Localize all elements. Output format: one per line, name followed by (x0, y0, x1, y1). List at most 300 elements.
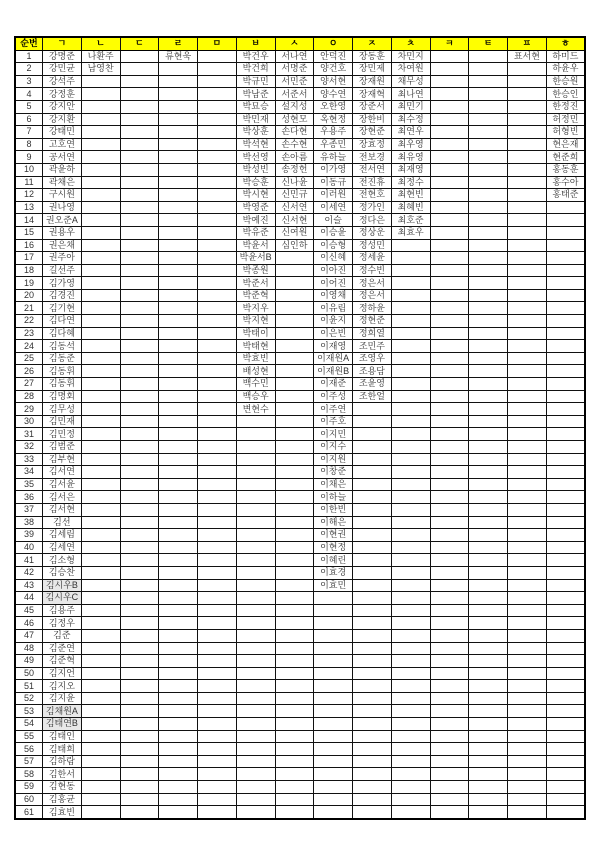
row-number-cell: 7 (15, 126, 43, 139)
name-cell: 정현준 (353, 315, 392, 328)
table-row (15, 453, 585, 466)
empty-cell (391, 718, 430, 731)
empty-cell (159, 315, 198, 328)
table-row (15, 503, 585, 516)
name-cell: 김한서 (43, 768, 82, 781)
empty-cell (120, 705, 159, 718)
empty-cell (391, 781, 430, 794)
empty-cell (159, 554, 198, 567)
empty-cell (198, 113, 237, 126)
empty-cell (508, 642, 547, 655)
name-cell: 김범준 (43, 441, 82, 454)
empty-cell (391, 806, 430, 819)
name-cell: 이승형 (314, 239, 353, 252)
empty-cell (159, 692, 198, 705)
empty-cell (430, 365, 469, 378)
empty-cell (469, 768, 508, 781)
name-cell: 송정헌 (275, 163, 314, 176)
empty-cell (546, 453, 585, 466)
empty-cell (469, 554, 508, 567)
empty-cell (159, 441, 198, 454)
empty-cell (430, 541, 469, 554)
row-number-cell: 31 (15, 428, 43, 441)
empty-cell (275, 453, 314, 466)
empty-cell (236, 529, 275, 542)
name-cell: 이현권 (314, 529, 353, 542)
column-header-ㅌ: ㅌ (469, 37, 508, 50)
empty-cell (159, 163, 198, 176)
empty-cell (81, 604, 120, 617)
empty-cell (236, 617, 275, 630)
table-row (15, 264, 585, 277)
empty-cell (469, 390, 508, 403)
table-row (15, 88, 585, 101)
empty-cell (469, 88, 508, 101)
empty-cell (120, 75, 159, 88)
empty-cell (508, 692, 547, 705)
empty-cell (469, 692, 508, 705)
name-cell: 이영채 (314, 289, 353, 302)
name-cell: 손아름 (275, 151, 314, 164)
empty-cell (120, 604, 159, 617)
empty-cell (353, 529, 392, 542)
empty-cell (198, 163, 237, 176)
row-number-cell: 60 (15, 793, 43, 806)
name-cell: 이지민 (314, 428, 353, 441)
header-row (15, 37, 585, 50)
empty-cell (120, 264, 159, 277)
empty-cell (508, 126, 547, 139)
name-cell: 김하람 (43, 755, 82, 768)
table-row (15, 743, 585, 756)
name-cell: 박윤서B (236, 252, 275, 265)
empty-cell (469, 138, 508, 151)
name-cell: 허형빈 (546, 126, 585, 139)
column-header-ㅋ: ㅋ (430, 37, 469, 50)
name-cell: 우용주 (314, 126, 353, 139)
name-cell: 손다현 (275, 126, 314, 139)
name-cell: 손수현 (275, 138, 314, 151)
empty-cell (508, 768, 547, 781)
table-row (15, 176, 585, 189)
empty-cell (469, 100, 508, 113)
empty-cell (198, 226, 237, 239)
empty-cell (508, 680, 547, 693)
name-cell: 이효민 (314, 579, 353, 592)
name-cell: 최민기 (391, 100, 430, 113)
empty-cell (353, 466, 392, 479)
empty-cell (430, 655, 469, 668)
empty-cell (469, 365, 508, 378)
empty-cell (430, 642, 469, 655)
empty-cell (469, 327, 508, 340)
name-cell: 최정수 (391, 176, 430, 189)
empty-cell (198, 655, 237, 668)
empty-cell (469, 680, 508, 693)
empty-cell (469, 806, 508, 819)
name-cell: 차민지 (391, 50, 430, 63)
table-row (15, 63, 585, 76)
name-cell: 장효정 (353, 138, 392, 151)
empty-cell (430, 705, 469, 718)
name-cell: 권주아 (43, 252, 82, 265)
row-number-cell: 28 (15, 390, 43, 403)
empty-cell (159, 718, 198, 731)
name-cell: 박지현 (236, 315, 275, 328)
empty-cell (120, 315, 159, 328)
empty-cell (159, 100, 198, 113)
empty-cell (353, 516, 392, 529)
empty-cell (430, 113, 469, 126)
name-cell: 김서윤 (43, 478, 82, 491)
empty-cell (508, 100, 547, 113)
table-row (15, 516, 585, 529)
empty-cell (546, 768, 585, 781)
empty-cell (198, 667, 237, 680)
empty-cell (198, 352, 237, 365)
empty-cell (430, 491, 469, 504)
name-cell: 김지언 (43, 667, 82, 680)
name-cell: 이해은 (314, 516, 353, 529)
empty-cell (469, 755, 508, 768)
name-cell: 권용우 (43, 226, 82, 239)
empty-cell (469, 453, 508, 466)
empty-cell (469, 415, 508, 428)
name-cell: 설지성 (275, 100, 314, 113)
empty-cell (508, 491, 547, 504)
empty-cell (391, 415, 430, 428)
empty-cell (469, 617, 508, 630)
empty-cell (508, 566, 547, 579)
empty-cell (120, 378, 159, 391)
table-row (15, 617, 585, 630)
empty-cell (430, 680, 469, 693)
empty-cell (469, 176, 508, 189)
name-cell: 권오준A (43, 214, 82, 227)
empty-cell (120, 730, 159, 743)
empty-cell (198, 88, 237, 101)
name-cell: 오한영 (314, 100, 353, 113)
empty-cell (430, 566, 469, 579)
empty-cell (430, 252, 469, 265)
empty-cell (236, 705, 275, 718)
empty-cell (508, 75, 547, 88)
empty-cell (546, 201, 585, 214)
empty-cell (275, 315, 314, 328)
table-row (15, 781, 585, 794)
table-row (15, 277, 585, 290)
empty-cell (275, 441, 314, 454)
empty-cell (546, 793, 585, 806)
empty-cell (314, 793, 353, 806)
column-header-ㅈ: ㅈ (353, 37, 392, 50)
empty-cell (120, 491, 159, 504)
empty-cell (120, 88, 159, 101)
empty-cell (430, 692, 469, 705)
empty-cell (508, 705, 547, 718)
empty-cell (236, 755, 275, 768)
empty-cell (120, 554, 159, 567)
name-cell: 한승인 (546, 88, 585, 101)
name-roster-table (14, 36, 586, 820)
name-cell: 박규민 (236, 75, 275, 88)
empty-cell (159, 491, 198, 504)
empty-cell (469, 63, 508, 76)
empty-cell (469, 516, 508, 529)
name-cell: 신여원 (275, 226, 314, 239)
empty-cell (469, 252, 508, 265)
empty-cell (546, 743, 585, 756)
empty-cell (546, 441, 585, 454)
table-row (15, 692, 585, 705)
empty-cell (430, 75, 469, 88)
empty-cell (159, 201, 198, 214)
column-header-row-number: 순번 (15, 37, 43, 50)
empty-cell (81, 277, 120, 290)
empty-cell (159, 63, 198, 76)
name-cell: 이효경 (314, 566, 353, 579)
empty-cell (469, 667, 508, 680)
empty-cell (546, 617, 585, 630)
empty-cell (430, 50, 469, 63)
empty-cell (81, 302, 120, 315)
empty-cell (81, 554, 120, 567)
empty-cell (508, 365, 547, 378)
empty-cell (81, 126, 120, 139)
empty-cell (430, 579, 469, 592)
empty-cell (159, 189, 198, 202)
name-cell: 이세연 (314, 201, 353, 214)
empty-cell (236, 718, 275, 731)
name-cell: 이가영 (314, 163, 353, 176)
name-cell: 이혜린 (314, 554, 353, 567)
name-cell: 최혜빈 (391, 201, 430, 214)
name-cell: 박태현 (236, 340, 275, 353)
empty-cell (469, 264, 508, 277)
empty-cell (159, 592, 198, 605)
table-row (15, 302, 585, 315)
empty-cell (81, 466, 120, 479)
empty-cell (546, 428, 585, 441)
empty-cell (198, 642, 237, 655)
empty-cell (391, 755, 430, 768)
empty-cell (546, 604, 585, 617)
row-number-cell: 36 (15, 491, 43, 504)
column-header-ㄴ: ㄴ (81, 37, 120, 50)
empty-cell (469, 743, 508, 756)
empty-cell (120, 403, 159, 416)
empty-cell (198, 453, 237, 466)
empty-cell (391, 604, 430, 617)
name-cell: 이승윤 (314, 226, 353, 239)
empty-cell (120, 667, 159, 680)
empty-cell (275, 743, 314, 756)
empty-cell (314, 680, 353, 693)
row-number-cell: 58 (15, 768, 43, 781)
empty-cell (236, 730, 275, 743)
name-cell: 최현빈 (391, 189, 430, 202)
empty-cell (430, 529, 469, 542)
empty-cell (546, 592, 585, 605)
empty-cell (81, 566, 120, 579)
empty-cell (469, 781, 508, 794)
empty-cell (508, 201, 547, 214)
empty-cell (314, 755, 353, 768)
empty-cell (198, 277, 237, 290)
empty-cell (391, 315, 430, 328)
name-cell: 권은채 (43, 239, 82, 252)
empty-cell (430, 718, 469, 731)
empty-cell (391, 541, 430, 554)
name-cell: 김가영 (43, 277, 82, 290)
empty-cell (275, 629, 314, 642)
empty-cell (508, 151, 547, 164)
name-cell: 김지오 (43, 680, 82, 693)
empty-cell (159, 730, 198, 743)
empty-cell (198, 151, 237, 164)
empty-cell (198, 403, 237, 416)
empty-cell (198, 340, 237, 353)
table-row (15, 252, 585, 265)
empty-cell (469, 378, 508, 391)
name-cell: 이현정 (314, 541, 353, 554)
name-cell: 박예진 (236, 214, 275, 227)
empty-cell (159, 352, 198, 365)
empty-cell (159, 302, 198, 315)
empty-cell (546, 516, 585, 529)
row-number-cell: 16 (15, 239, 43, 252)
name-cell: 신서연 (275, 201, 314, 214)
empty-cell (236, 692, 275, 705)
empty-cell (391, 428, 430, 441)
empty-cell (198, 214, 237, 227)
column-header-ㅎ: ㅎ (546, 37, 585, 50)
name-cell: 박준혁 (236, 289, 275, 302)
empty-cell (391, 655, 430, 668)
empty-cell (391, 365, 430, 378)
empty-cell (275, 264, 314, 277)
column-header-ㅂ: ㅂ (236, 37, 275, 50)
empty-cell (353, 541, 392, 554)
name-cell: 이아진 (314, 264, 353, 277)
empty-cell (546, 340, 585, 353)
empty-cell (546, 781, 585, 794)
table-row (15, 201, 585, 214)
empty-cell (275, 718, 314, 731)
empty-cell (81, 642, 120, 655)
table-row (15, 793, 585, 806)
name-cell: 이유림 (314, 302, 353, 315)
empty-cell (469, 655, 508, 668)
empty-cell (546, 365, 585, 378)
name-cell: 박건희 (236, 63, 275, 76)
empty-cell (120, 302, 159, 315)
empty-cell (314, 642, 353, 655)
empty-cell (120, 252, 159, 265)
name-cell: 조민주 (353, 340, 392, 353)
row-number-cell: 32 (15, 441, 43, 454)
empty-cell (120, 352, 159, 365)
row-number-cell: 39 (15, 529, 43, 542)
empty-cell (430, 176, 469, 189)
empty-cell (198, 793, 237, 806)
empty-cell (353, 579, 392, 592)
empty-cell (508, 718, 547, 731)
table-row (15, 352, 585, 365)
empty-cell (120, 126, 159, 139)
empty-cell (81, 516, 120, 529)
empty-cell (391, 554, 430, 567)
empty-cell (120, 642, 159, 655)
empty-cell (120, 541, 159, 554)
row-number-cell: 50 (15, 667, 43, 680)
empty-cell (430, 730, 469, 743)
name-cell: 김서은 (43, 491, 82, 504)
empty-cell (430, 806, 469, 819)
empty-cell (508, 453, 547, 466)
empty-cell (120, 289, 159, 302)
name-cell: 백승우 (236, 390, 275, 403)
name-cell: 이재영 (314, 340, 353, 353)
empty-cell (430, 315, 469, 328)
empty-cell (198, 478, 237, 491)
empty-cell (120, 781, 159, 794)
empty-cell (508, 340, 547, 353)
name-cell: 최효우 (391, 226, 430, 239)
empty-cell (469, 629, 508, 642)
empty-cell (81, 541, 120, 554)
empty-cell (314, 617, 353, 630)
name-cell: 전보경 (353, 151, 392, 164)
empty-cell (469, 529, 508, 542)
empty-cell (508, 806, 547, 819)
name-cell: 류현욱 (159, 50, 198, 63)
empty-cell (391, 768, 430, 781)
name-cell: 김선 (43, 516, 82, 529)
empty-cell (430, 793, 469, 806)
row-number-cell: 30 (15, 415, 43, 428)
row-number-cell: 24 (15, 340, 43, 353)
name-cell: 양건호 (314, 63, 353, 76)
row-number-cell: 10 (15, 163, 43, 176)
name-cell: 하윤우 (546, 63, 585, 76)
empty-cell (546, 554, 585, 567)
empty-cell (120, 718, 159, 731)
empty-cell (469, 441, 508, 454)
empty-cell (469, 403, 508, 416)
name-cell: 김홍균 (43, 793, 82, 806)
name-cell: 배성현 (236, 365, 275, 378)
empty-cell (198, 289, 237, 302)
empty-cell (430, 138, 469, 151)
empty-cell (508, 629, 547, 642)
empty-cell (353, 478, 392, 491)
empty-cell (198, 692, 237, 705)
empty-cell (198, 264, 237, 277)
empty-cell (508, 327, 547, 340)
name-cell: 김동휘 (43, 365, 82, 378)
empty-cell (353, 453, 392, 466)
empty-cell (120, 214, 159, 227)
empty-cell (159, 566, 198, 579)
name-cell: 박민재 (236, 113, 275, 126)
empty-cell (391, 264, 430, 277)
row-number-cell: 48 (15, 642, 43, 655)
empty-cell (469, 604, 508, 617)
name-cell: 김효빈 (43, 806, 82, 819)
row-number-cell: 57 (15, 755, 43, 768)
empty-cell (81, 88, 120, 101)
